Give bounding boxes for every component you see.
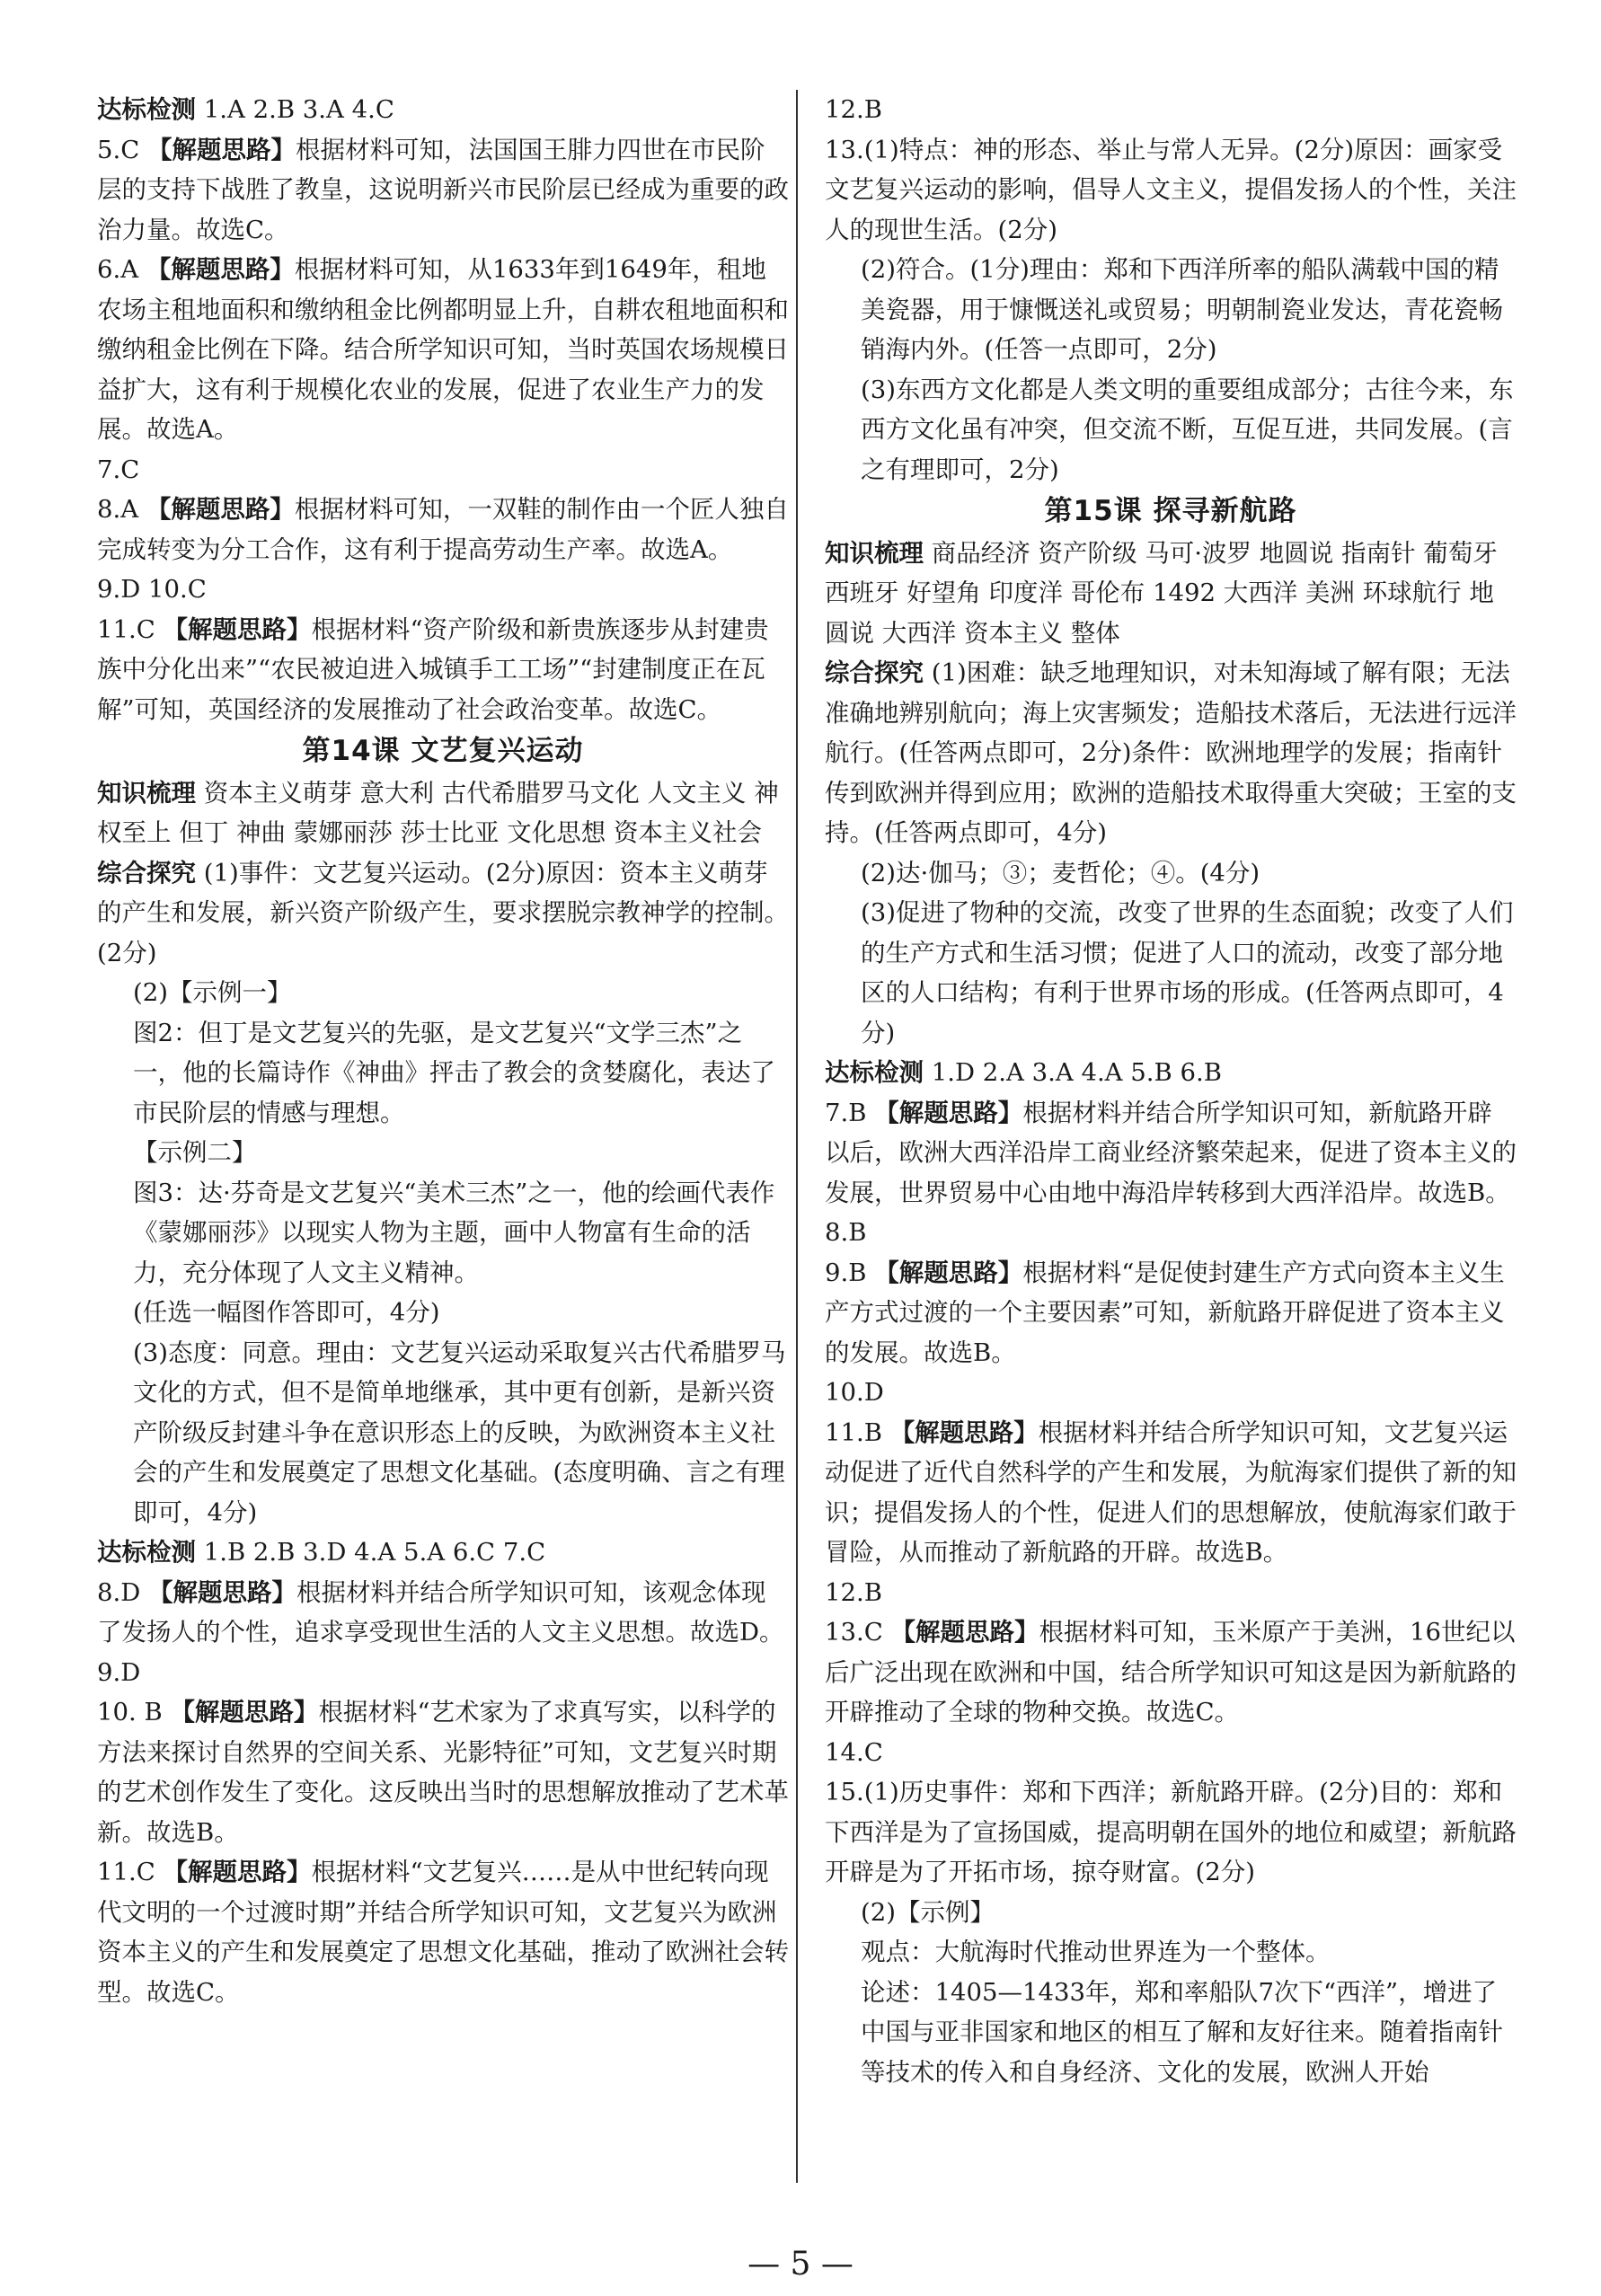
answer-item: 5.C 【解题思路】根据材料可知，法国国王腓力四世在市民阶层的支持下战胜了教皇，这说明新兴市民阶层已经成为重要的政治力量。故选C。 bbox=[97, 135, 789, 244]
right-column bbox=[825, 90, 1517, 2092]
answer-item: 综合探究 (1)事件：文艺复兴运动。(2分)原因：资本主义萌芽的产生和发展，新兴资产阶级产生，要求摆脱宗教神学的控制。(2分) bbox=[97, 858, 789, 967]
bold-label: 【解题思路】 bbox=[889, 1417, 1039, 1447]
answer-subitem: 观点：大航海时代推动世界连为一个整体。 bbox=[861, 1938, 1331, 1966]
answer-subitem: 【示例二】 bbox=[133, 1138, 257, 1167]
answer-item: 8.D 【解题思路】根据材料并结合所学知识可知，该观念体现了发扬人的个性，追求享受现世生活的人文主义思想。故选D。 bbox=[97, 1577, 784, 1647]
bold-label: 知识梳理 bbox=[825, 538, 924, 568]
answer-item: 达标检测 1.D 2.A 3.A 4.A 5.B 6.B bbox=[825, 1058, 1222, 1087]
answer-subitem: (3)促进了物种的交流，改变了世界的生态面貌；改变了人们的生产方式和生活习惯；促进了人口的流动，改变了部分地区的人口结构；有利于世界市场的形成。(任答两点即可，4分) bbox=[861, 898, 1514, 1047]
bold-label: 【解题思路】 bbox=[163, 614, 312, 644]
answer-item: 11.C 【解题思路】根据材料“文艺复兴……是从中世纪转向现代文明的一个过渡时期”并结合所学知识可知，文艺复兴为欧洲资本主义的产生和发展奠定了思想文化基础，推动了欧洲社会转型。故选C。 bbox=[97, 1858, 789, 2007]
bold-label: 【解题思路】 bbox=[163, 1858, 312, 1886]
lesson-heading: 第14课 文艺复兴运动 bbox=[302, 735, 584, 767]
answer-item: 9.D bbox=[97, 1657, 141, 1687]
answer-item: 知识梳理 资本主义萌芽 意大利 古代希腊罗马文化 人文主义 神权至上 但丁 神曲 蒙娜丽莎 莎士比亚 文化思想 资本主义社会 bbox=[97, 778, 779, 847]
answer-item: 13.(1)特点：神的形态、举止与常人无异。(2分)原因：画家受文艺复兴运动的影响，倡导人文主义，提倡发扬人的个性，关注人的现世生活。(2分) bbox=[825, 135, 1517, 244]
answer-item: 7.C bbox=[97, 455, 140, 484]
answer-item: 13.C 【解题思路】根据材料可知，玉米原产于美洲，16世纪以后广泛出现在欧洲和中国，结合所学知识可知这是因为新航路的开辟推动了全球的物种交换。故选C。 bbox=[825, 1618, 1517, 1726]
answer-item: 知识梳理 商品经济 资产阶级 马可·波罗 地圆说 指南针 葡萄牙 西班牙 好望角 印度洋 哥伦布 1492 大西洋 美洲 环球航行 地圆说 大西洋 资本主义 整体 bbox=[825, 538, 1498, 648]
answer-item: 综合探究 (1)困难：缺乏地理知识，对未知海域了解有限；无法准确地辨别航向；海上灾害频发；造船技术落后，无法进行远洋航行。(任答两点即可，2分)条件：欧洲地理学的发展；指南针传到欧洲并得到应用；欧洲的造船技术取得重大突破；王室的支持。(任答两点即可，4分) bbox=[825, 658, 1517, 847]
bold-label: 【解题思路】 bbox=[146, 255, 295, 284]
answer-item: 11.B 【解题思路】根据材料并结合所学知识可知，文艺复兴运动促进了近代自然科学的产生和发展，为航海家们提供了新的知识；提倡发扬人的个性，促进人们的思想解放，使航海家们敢于冒险，从而推动了新航路的开辟。故选B。 bbox=[825, 1417, 1517, 1567]
bold-label: 达标检测 bbox=[97, 95, 196, 124]
bold-label: 【解题思路】 bbox=[890, 1618, 1039, 1647]
answer-subitem: (2)符合。(1分)理由：郑和下西洋所率的船队满载中国的精美瓷器，用于慷慨送礼或贸易；明朝制瓷业发达，青花瓷畅销海内外。(任答一点即可，2分) bbox=[861, 255, 1503, 364]
answer-item: 7.B 【解题思路】根据材料并结合所学知识可知，新航路开辟以后，欧洲大西洋沿岸工商业经济繁荣起来，促进了资本主义的发展，世界贸易中心由地中海沿岸转移到大西洋沿岸。故选B。 bbox=[825, 1098, 1517, 1207]
answer-item: 15.(1)历史事件：郑和下西洋；新航路开辟。(2分)目的：郑和下西洋是为了宣扬国威，提高明朝在国外的地位和威望；新航路开辟是为了开拓市场，掠夺财富。(2分) bbox=[825, 1778, 1517, 1886]
answer-item: 达标检测 1.B 2.B 3.D 4.A 5.A 6.C 7.C bbox=[97, 1538, 546, 1567]
answer-subitem: (任选一幅图作答即可，4分) bbox=[133, 1298, 440, 1327]
answer-subitem: 论述：1405—1433年，郑和率船队7次下“西洋”，增进了中国与亚非国家和地区的相互了解和友好往来。随着指南针等技术的传入和自身经济、文化的发展，欧洲人开始 bbox=[861, 1977, 1503, 2087]
answer-item: 6.A 【解题思路】根据材料可知，从1633年到1649年，租地农场主租地面积和缴纳租金比例都明显上升，自耕农租地面积和缴纳租金比例在下降。结合所学知识可知，当时英国农场规模日益扩大，这有利于规模化农业的发展，促进了农业生产力的发展。故选A。 bbox=[97, 255, 789, 444]
bold-label: 达标检测 bbox=[825, 1058, 924, 1087]
bold-label: 【解题思路】 bbox=[146, 495, 295, 524]
answer-item: 11.C 【解题思路】根据材料“资产阶级和新贵族逐步从封建贵族中分化出来”“农民被迫进入城镇手工工场”“封建制度正在瓦解”可知，英国经济的发展推动了社会政治变革。故选C。 bbox=[97, 614, 769, 724]
answer-subitem: (3)东西方文化都是人类文明的重要组成部分；古往今来，东西方文化虽有冲突，但交流不断，互促互进，共同发展。(言之有理即可，2分) bbox=[861, 375, 1514, 484]
page-number: — 5 — bbox=[747, 2246, 854, 2283]
left-column bbox=[97, 90, 789, 2012]
answer-item: 12.B bbox=[825, 1577, 882, 1607]
answer-subitem: (2)【示例一】 bbox=[133, 978, 292, 1007]
bold-label: 综合探究 bbox=[97, 858, 196, 887]
answer-subitem: (2)达·伽马；③；麦哲伦；④。(4分) bbox=[861, 858, 1260, 887]
bold-label: 【解题思路】 bbox=[874, 1098, 1023, 1127]
bold-label: 【解题思路】 bbox=[148, 1577, 297, 1607]
answer-subitem: 图2：但丁是文艺复兴的先驱，是文艺复兴“文学三杰”之一，他的长篇诗作《神曲》抨击了教会的贪婪腐化，表达了市民阶层的情感与理想。 bbox=[133, 1018, 775, 1127]
bold-label: 达标检测 bbox=[97, 1538, 196, 1567]
answer-subitem: (3)态度：同意。理由：文艺复兴运动采取复兴古代希腊罗马文化的方式，但不是简单地继承，其中更有创新，是新兴资产阶级反封建斗争在意识形态上的反映，为欧洲资本主义社会的产生和发展奠定了思想文化基础。(态度明确、言之有理即可，4分) bbox=[133, 1338, 786, 1527]
answer-item: 10. B 【解题思路】根据材料“艺术家为了求真写实，以科学的方法来探讨自然界的空间关系、光影特征”可知，文艺复兴时期的艺术创作发生了变化。这反映出当时的思想解放推动了艺术革新。故选B。 bbox=[97, 1698, 789, 1847]
answer-item: 10.D bbox=[825, 1378, 884, 1407]
bold-label: 【解题思路】 bbox=[147, 135, 296, 164]
answer-subitem: 图3：达·芬奇是文艺复兴“美术三杰”之一，他的绘画代表作《蒙娜丽莎》以现实人物为主题，画中人物富有生命的活力，充分体现了人文主义精神。 bbox=[133, 1178, 775, 1287]
bold-label: 【解题思路】 bbox=[874, 1258, 1023, 1287]
bold-label: 【解题思路】 bbox=[170, 1698, 319, 1726]
bold-label: 知识梳理 bbox=[97, 778, 196, 808]
answer-item: 14.C bbox=[825, 1737, 883, 1767]
answer-subitem: (2)【示例】 bbox=[861, 1897, 995, 1927]
answer-item: 8.B bbox=[825, 1218, 867, 1247]
answer-item: 8.A 【解题思路】根据材料可知，一双鞋的制作由一个匠人独自完成转变为分工合作，这有利于提高劳动生产率。故选A。 bbox=[97, 495, 789, 564]
column-divider bbox=[796, 90, 798, 2183]
answer-item: 9.B 【解题思路】根据材料“是促使封建生产方式向资本主义生产方式过渡的一个主要因素”可知，新航路开辟促进了资本主义的发展。故选B。 bbox=[825, 1258, 1505, 1367]
answer-item: 9.D 10.C bbox=[97, 575, 207, 604]
lesson-heading: 第15课 探寻新航路 bbox=[1044, 495, 1297, 527]
answer-item: 达标检测 1.A 2.B 3.A 4.C bbox=[97, 95, 394, 124]
bold-label: 综合探究 bbox=[825, 658, 924, 687]
answer-item: 12.B bbox=[825, 95, 882, 124]
